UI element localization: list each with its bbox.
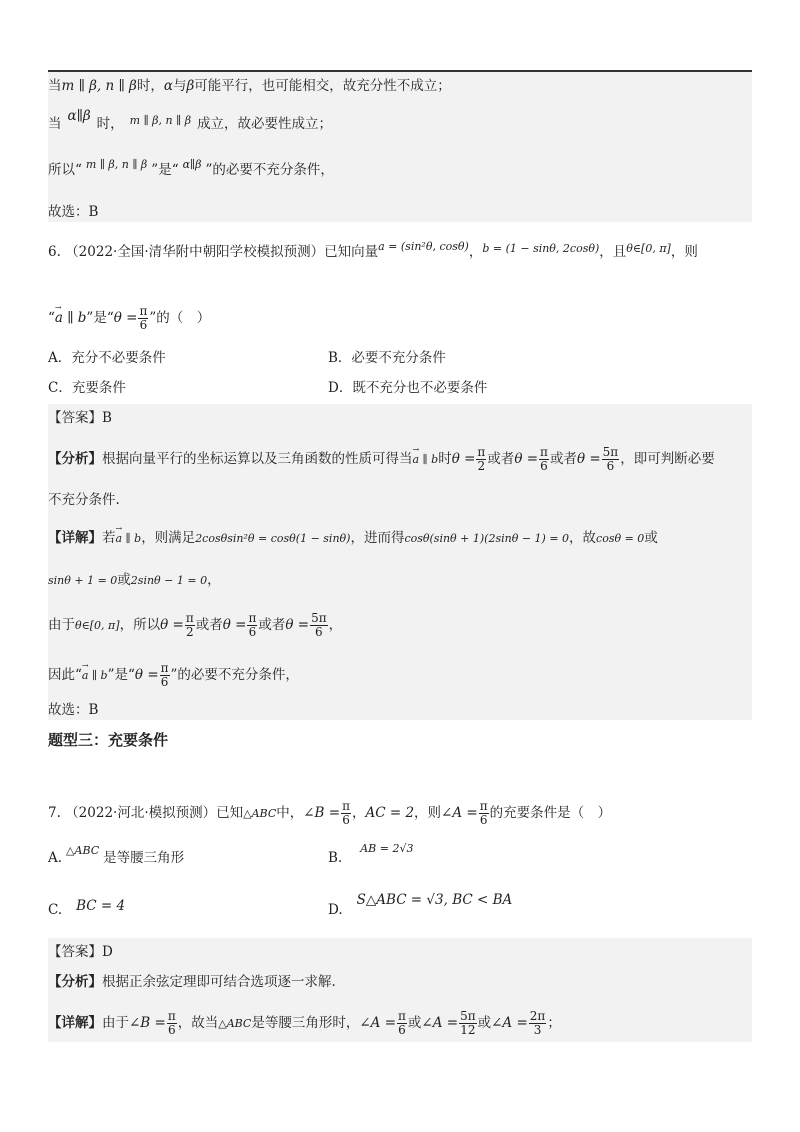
q6-stem-line2: “→ a ∥ b”是“θ = $\frac{\pi}{6}$ ”的（ ）	[48, 305, 210, 332]
q7-option-d: D.S△ABC = √3, BC < BA	[328, 892, 513, 918]
q6-option-c: C．充要条件	[48, 380, 126, 396]
q6-stem: 6. （2022·全国·清华附中朝阳学校模拟预测）已知向量$^{a = (sin^2\theta, cos\theta)}$，$^{b = (1 - sin\theta, 2cos\theta)}$，且$^{\theta\in[0, \pi]}$，则	[48, 240, 698, 260]
q6-detail-line2: sinθ + 1 = 0或2sinθ − 1 = 0，	[48, 572, 221, 588]
q6-detail: 【详解】若→ a ∥ b，则满足2cosθsin²θ = cosθ(1 − sinθ)，进而得cosθ(sinθ + 1)(2sinθ − 1) = 0，故cosθ = 0或	[48, 528, 658, 549]
q6-detail-line5: 故选：B	[48, 702, 99, 718]
q7-analysis: 【分析】根据正余弦定理即可结合选项逐一求解.	[48, 974, 336, 990]
q6-detail-line4: 因此“→ a ∥ b”是“θ = $\frac{\pi}{6}$ ”的必要不充分条件，	[48, 662, 299, 689]
q7-option-b: B.$^{AB = 2√3}$	[328, 842, 414, 866]
block1-line2: 当 α∥β 时， $^{m \parallel \beta, n \parallel \beta}$ 成立，故必要性成立；	[48, 108, 333, 132]
block1-line4: 故选：B	[48, 204, 99, 220]
q6-answer: 【答案】B	[48, 410, 112, 426]
q7-option-c: C. BC = 4	[48, 898, 126, 918]
q7-answer: 【答案】D	[48, 944, 113, 960]
block1-line1: 当m ∥ β, n ∥ β时，α与β可能平行，也可能相交，故充分性不成立；	[48, 78, 451, 94]
q6-analysis: 【分析】根据向量平行的坐标运算以及三角函数的性质可得当→ a ∥ b时θ = $\frac{\pi}{2}$ 或者θ = $\frac{\pi}{6}$ 或者θ = $\frac{5\pi}{6}$ ，即可判断必要	[48, 446, 715, 473]
section-heading: 题型三：充要条件	[48, 731, 169, 749]
q6-option-d: D．既不充分也不必要条件	[328, 380, 488, 396]
q7-stem: 7. （2022·河北·模拟预测）已知△ABC中，∠B = $\frac{\pi}{6}$ ，AC = 2，则∠A = $\frac{\pi}{6}$ 的充要条件是（ ）	[48, 799, 612, 827]
q6-analysis-line2: 不充分条件.	[48, 492, 120, 508]
block1-line3: 所以“ $^{m \parallel \beta, n \parallel \beta}$ ”是“ $^{\alpha\parallel\beta}$ ”的必要不充分条件，	[48, 158, 334, 178]
q7-option-a: A. $^{\triangle ABC}$ 是等腰三角形	[48, 844, 185, 866]
q6-option-a: A．充分不必要条件	[48, 350, 166, 366]
q6-option-b: B．必要不充分条件	[328, 350, 446, 366]
q7-detail: 【详解】由于∠B = $\frac{\pi}{6}$ ，故当△ABC是等腰三角形时，∠A = $\frac{\pi}{6}$ 或∠A = $\frac{5\pi}{12}$ 或∠A = $\frac{2\pi}{3}$ ；	[48, 1009, 561, 1037]
q6-detail-line3: 由于θ∈[0, π]，所以θ = $\frac{\pi}{2}$ 或者θ = $\frac{\pi}{6}$ 或者θ = $\frac{5\pi}{6}$ ，	[48, 611, 343, 639]
